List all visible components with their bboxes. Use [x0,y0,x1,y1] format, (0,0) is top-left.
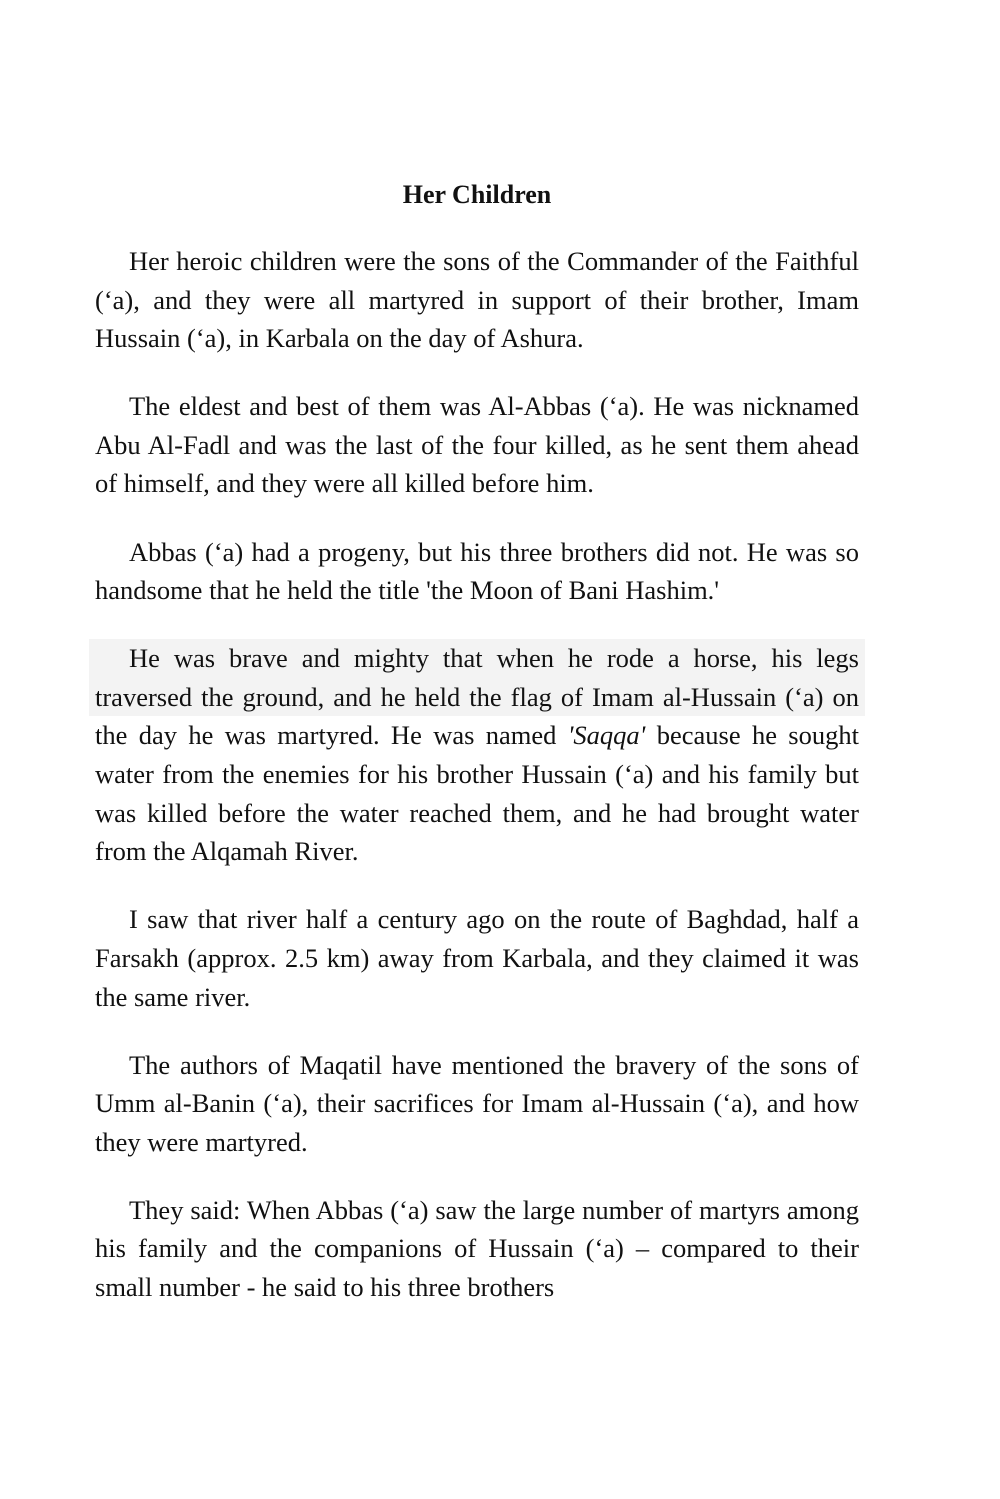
paragraph-1: Her heroic children were the sons of the Commander of the Faithful (‘a), and they were all martyred in support of their brother, Imam Hussain (‘a), in Karbala on the day of Ashura. [95,246,859,354]
paragraph-4 [95,639,859,871]
paragraph-6: The authors of Maqatil have mentioned the bravery of the sons of Umm al-Banin (‘a), their sacrifices for Imam al-Hussain (‘a), and how they were martyred. [95,1049,859,1157]
paragraph-5: I saw that river half a century ago on the route of Baghdad, half a Farsakh (approx. 2.5 km) away from Karbala, and they claimed it was the same river. [95,904,859,1012]
document-body [95,242,859,1336]
paragraph-2: The eldest and best of them was Al-Abbas (‘a). He was nicknamed Abu Al-Fadl and was the last of the four killed, as he sent them ahead of himself, and they were all killed before him. [95,391,859,499]
paragraph-4-text-start: He was brave and mighty that when he rode a horse, his legs traversed the ground, and he held the flag of Imam al-Hussain (‘a) on the day he was martyred. He was named [95,643,859,751]
paragraph-4-italic-term: 'Saqqa' [567,720,646,751]
paragraph-7: They said: When Abbas (‘a) saw the large number of martyrs among his family and the companions of Hussain (‘a) – compared to their small number - he said to his three brothers [95,1194,859,1303]
section-heading: Her Children [402,180,552,209]
paragraph-4-text-end: because he sought water from the enemies for his brother Hussain (‘a) and his family but was killed before the water reached them, and he had brought water from the Alqamah River. [95,720,859,867]
paragraph-3: Abbas (‘a) had a progeny, but his three brothers did not. He was so handsome that he held the title 'the Moon of Bani Hashim.' [95,536,859,606]
